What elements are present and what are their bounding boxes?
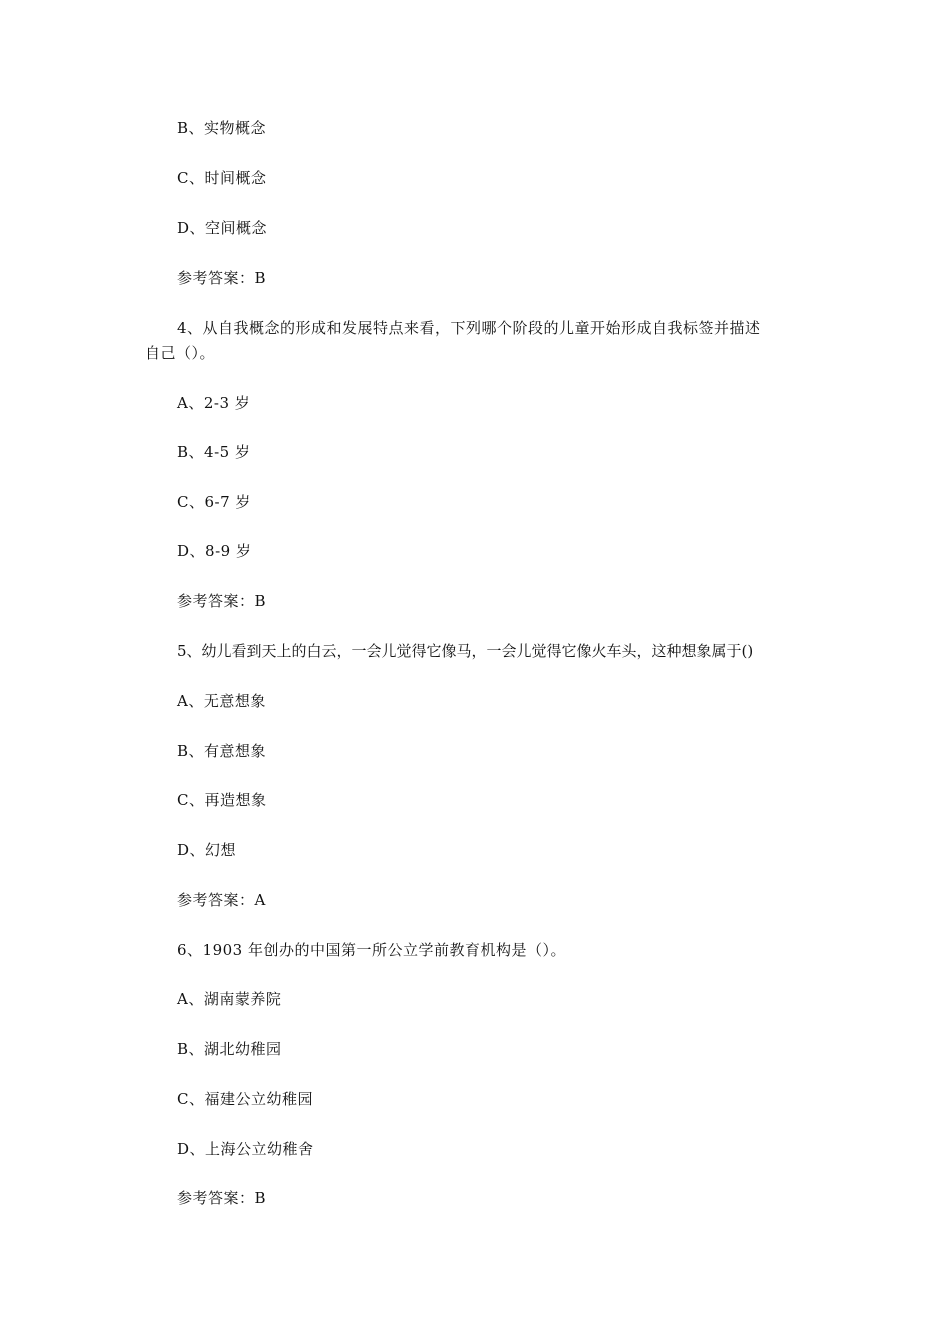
q5-option-a: A、无意想象 [177,692,266,710]
q3-option-b: B、实物概念 [177,119,267,137]
q5-option-b: B、有意想象 [177,742,267,760]
q6-stem: 6、1903 年创办的中国第一所公立学前教育机构是（）。 [177,941,566,959]
q3-option-d: D、空间概念 [177,219,268,237]
q4-option-d: D、8-9 岁 [177,542,252,560]
q6-answer: 参考答案：B [177,1189,267,1207]
q4-stem-line2: 自己（）。 [145,344,216,362]
q3-answer: 参考答案：B [177,269,267,287]
q6-option-c: C、福建公立幼稚园 [177,1090,313,1108]
q4-option-c: C、6-7 岁 [177,493,251,511]
q4-option-b: B、4-5 岁 [177,443,251,461]
q6-option-b: B、湖北幼稚园 [177,1040,282,1058]
q6-option-d: D、上海公立幼稚舍 [177,1140,314,1158]
q3-option-c: C、时间概念 [177,169,267,187]
q4-stem-line1: 4、从自我概念的形成和发展特点来看，下列哪个阶段的儿童开始形成自我标签并描述 [177,319,761,337]
q5-option-c: C、再造想象 [177,791,267,809]
q4-answer: 参考答案：B [177,592,267,610]
q5-stem: 5、幼儿看到天上的白云，一会儿觉得它像马，一会儿觉得它像火车头，这种想象属于() [177,642,754,660]
q5-answer: 参考答案：A [177,891,266,909]
q4-option-a: A、2-3 岁 [177,394,251,412]
q6-option-a: A、湖南蒙养院 [177,990,282,1008]
q5-option-d: D、幻想 [177,841,237,859]
